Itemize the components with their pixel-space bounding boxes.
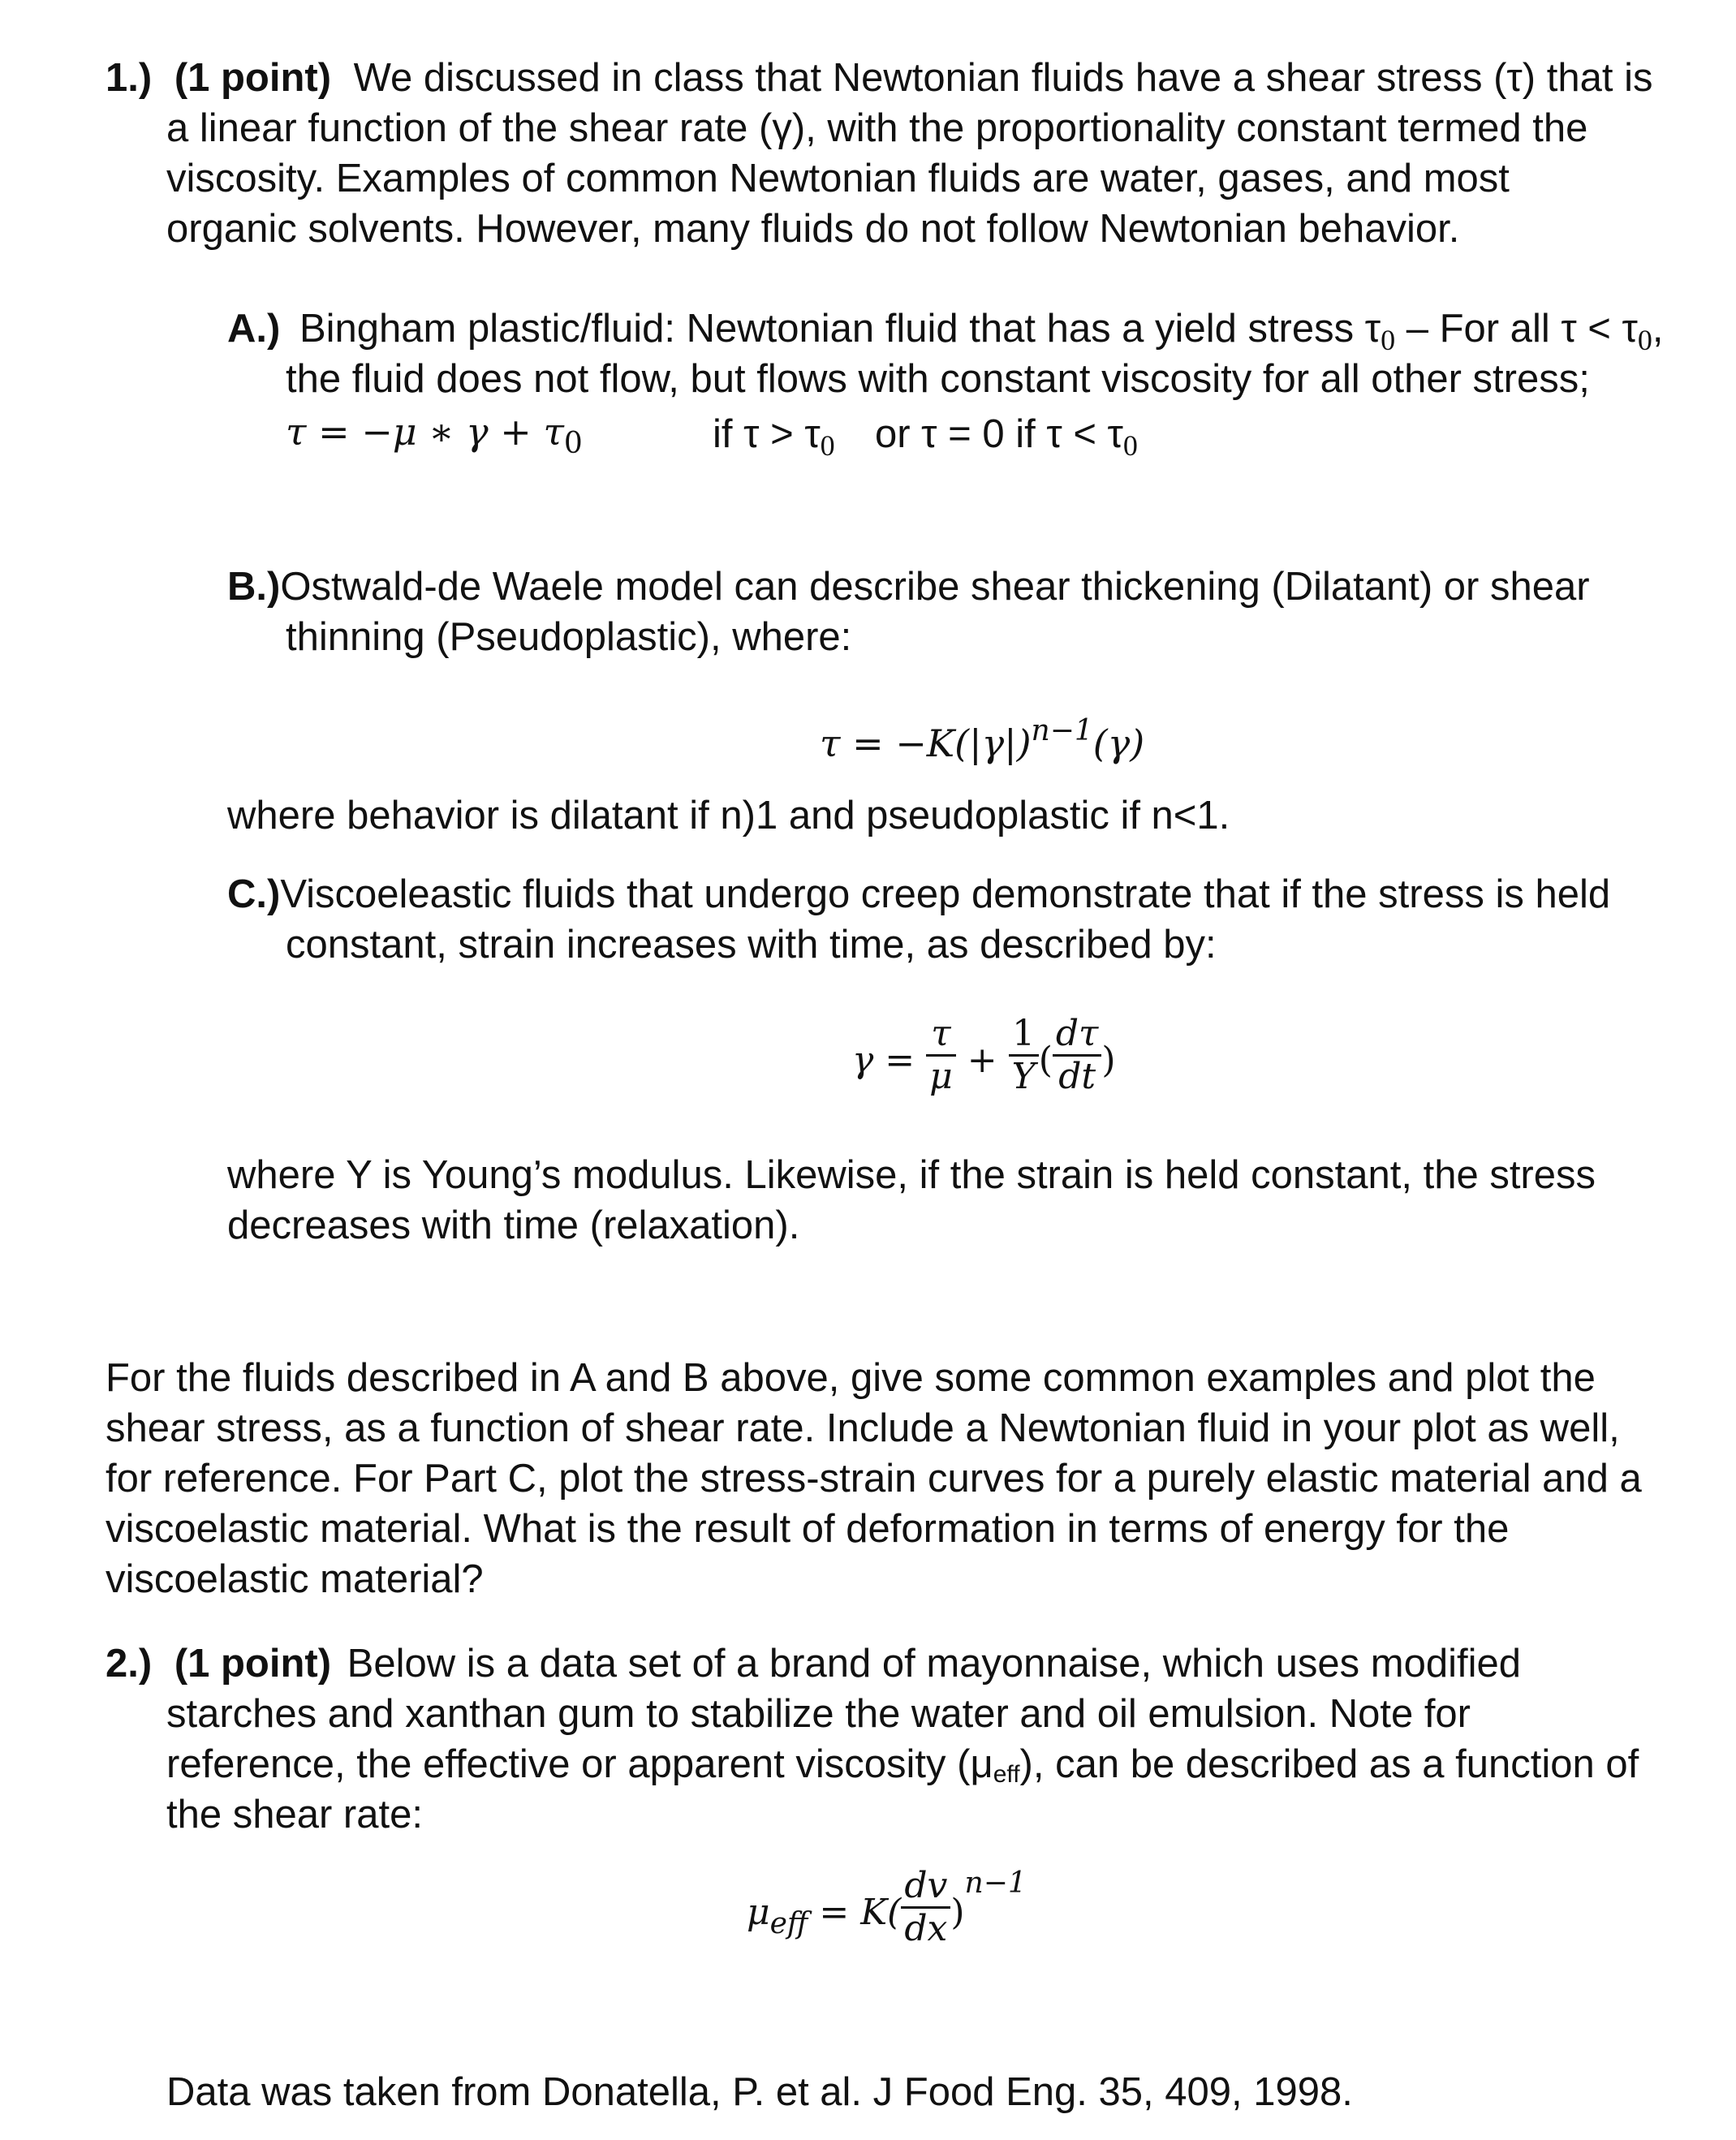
eq-close-paren: )	[950, 1892, 965, 1933]
part-a-text-1-end: ,	[1652, 307, 1664, 351]
task-line-2: shear stress, as a function of shear rate. Include a Newtonian fluid in your plot as well,	[106, 1406, 1620, 1450]
q2-line-1	[106, 1639, 1521, 1688]
part-c-text-1: Viscoeleastic fluids that undergo creep demonstrate that if the stress is held	[280, 872, 1611, 916]
part-c-equation	[852, 1013, 1116, 1102]
fraction-tau-mu	[926, 1014, 956, 1097]
q1-line-1	[106, 54, 1652, 102]
eq-sup: n−1	[964, 1867, 1027, 1900]
q2-text-3a: reference, the effective or apparent viscosity (μ	[166, 1742, 993, 1786]
task-line-4: viscoelastic material. What is the result of deformation in terms of energy for the	[106, 1507, 1510, 1551]
creep-lhs: γ =	[852, 1040, 915, 1081]
q2-line-4: the shear rate:	[166, 1793, 423, 1836]
mu-symbol: μ	[747, 1892, 770, 1933]
source-citation: Data was taken from Donatella, P. et al. J Food Eng. 35, 409, 1998.	[166, 2070, 1353, 2114]
fraction-dv-dx	[901, 1866, 950, 1949]
tau0-sub-2: 0	[1637, 324, 1652, 356]
frac-num-1: 1	[1009, 1014, 1039, 1057]
part-c-line-2: constant, strain increases with time, as described by:	[286, 923, 1217, 967]
eq-k: = K(	[808, 1892, 902, 1933]
part-c-after-1: where Y is Young’s modulus. Likewise, if the strain is held constant, the stress	[227, 1153, 1596, 1197]
part-a-text-1: Bingham plastic/fluid: Newtonian fluid that has a yield stress τ	[299, 307, 1381, 351]
cond1-sub: 0	[820, 429, 835, 462]
frac-num-dv: dv	[901, 1866, 950, 1909]
part-a-label: A.)	[227, 307, 281, 351]
q2-equation	[747, 1867, 1027, 1954]
q1-intro-1: We discussed in class that Newtonian fluids have a shear stress (τ) that is	[353, 56, 1653, 100]
fraction-dtau-dt	[1053, 1014, 1102, 1097]
part-b-label: B.)	[227, 565, 281, 609]
q2-line-2: starches and xanthan gum to stabilize the water and oil emulsion. Note for	[166, 1692, 1471, 1736]
paren-close: )	[1101, 1040, 1116, 1081]
q1-line-3: viscosity. Examples of common Newtonian fluids are water, gases, and most	[166, 157, 1510, 200]
bingham-eq-sub: 0	[563, 427, 583, 460]
q1-number: 1.)	[106, 56, 153, 100]
cond2-sub: 0	[1122, 429, 1138, 462]
part-a-equation	[286, 410, 583, 460]
part-c-label: C.)	[227, 872, 281, 916]
bingham-eq: τ = −μ ∗ γ + τ	[286, 410, 564, 454]
frac-den-mu: μ	[929, 1056, 953, 1097]
part-a-text-1-tail: – For all τ < τ	[1395, 307, 1638, 351]
part-b-text-1: Ostwald-de Waele model can describe shear thickening (Dilatant) or shear	[280, 565, 1590, 609]
task-line-3: for reference. For Part C, plot the stress-strain curves for a purely elastic material and a	[106, 1457, 1642, 1501]
ostwald-eq-right: (γ)	[1092, 721, 1145, 765]
q1-line-4: organic solvents. However, many fluids do not follow Newtonian behavior.	[166, 207, 1460, 251]
q1-line-2: a linear function of the shear rate (γ), with the proportionality constant termed the	[166, 106, 1588, 150]
part-c-after-2: decreases with time (relaxation).	[227, 1203, 800, 1247]
task-line-5: viscoelastic material?	[106, 1557, 484, 1601]
fraction-1-y	[1009, 1014, 1039, 1097]
plus-sign: +	[967, 1040, 997, 1081]
frac-num-tau: τ	[926, 1014, 956, 1057]
q2-points: (1 point)	[174, 1642, 332, 1686]
q2-text-3b: ), can be described as a function of	[1019, 1742, 1639, 1786]
part-a-condition-1	[713, 410, 835, 470]
q2-number: 2.)	[106, 1642, 153, 1686]
part-b-after: where behavior is dilatant if n)1 and pseudoplastic if n<1.	[227, 794, 1230, 837]
frac-den-dx: dx	[904, 1908, 948, 1949]
cond2-text: or τ = 0 if τ < τ	[875, 412, 1123, 456]
frac-num-dtau: dτ	[1053, 1014, 1102, 1057]
q2-text-1: Below is a data set of a brand of mayonnaise, which uses modified	[347, 1642, 1521, 1686]
part-b-equation	[820, 714, 1144, 765]
part-b-line-1	[227, 562, 1590, 611]
part-c-line-1	[227, 870, 1610, 919]
part-a-line-2: the fluid does not flow, but flows with constant viscosity for all other stress;	[286, 357, 1590, 401]
ostwald-eq-sup: n−1	[1031, 714, 1093, 747]
tau0-sub: 0	[1381, 324, 1396, 356]
part-b-line-2: thinning (Pseudoplastic), where:	[286, 615, 852, 659]
ostwald-eq-left: τ = −K(|γ|)	[820, 721, 1032, 765]
frac-den-dt: dt	[1058, 1056, 1096, 1097]
q1-points: (1 point)	[174, 56, 332, 100]
task-line-1: For the fluids described in A and B above, give some common examples and plot the	[106, 1356, 1596, 1400]
mu-eff-sub: eff	[993, 1761, 1020, 1788]
eq-eff-sub: eff	[769, 1907, 808, 1940]
cond1-text: if τ > τ	[713, 412, 821, 456]
paren-open: (	[1038, 1040, 1053, 1081]
part-a-condition-2	[875, 410, 1138, 470]
frac-den-y: Y	[1011, 1056, 1036, 1097]
